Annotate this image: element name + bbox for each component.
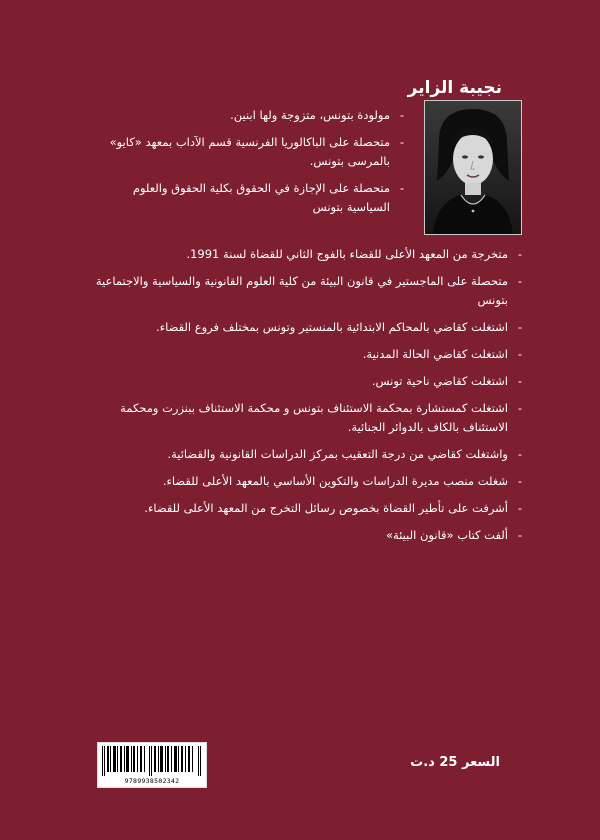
- barcode-digits: 9789938502342: [124, 777, 180, 785]
- bio-item-birth: - مولودة بتونس، متزوجة ولها ابنين.: [104, 106, 404, 125]
- author-career-list: [72, 245, 522, 553]
- career-item-masters: - متحصلة على الماجستير في قانون البيئة من كلية العلوم القانونية والسياسية والاجتماعية بتونس: [72, 272, 522, 310]
- career-item-graduation: - متخرجة من المعهد الأعلى للقضاء بالفوج الثاني للقضاة لسنة 1991.: [72, 245, 522, 264]
- author-name: نجيبة الزاير: [407, 78, 502, 98]
- career-item-book: - ألفت كتاب «قانون البيئة»: [72, 526, 522, 545]
- career-item-appeals-counselor: - اشتغلت كمستشارة بمحكمة الاستئناف بتونس و محكمة الاستئناف ببنزرت ومحكمة الاستئناف بالكاف بالدوائر الجنائية.: [72, 399, 522, 437]
- author-bio-list: [104, 106, 404, 225]
- career-item-first-instance-judge: - اشتغلت كقاضي بالمحاكم الابتدائية بالمنستير وتونس بمختلف فروع القضاء.: [72, 318, 522, 337]
- author-photo: [424, 100, 522, 235]
- price-label: السعر 25 د.ت: [410, 755, 500, 770]
- career-item-supervision: - أشرفت على تأطير القضاة بخصوص رسائل التخرج من المعهد الأعلى للقضاء.: [72, 499, 522, 518]
- career-item-cassation-judge: - واشتغلت كقاضي من درجة التعقيب بمركز الدراسات القانونية والقضائية.: [72, 445, 522, 464]
- bio-item-baccalaureate: - متحصلة على الباكالوريا الفرنسية قسم الآداب بمعهد «كايو» بالمرسى بتونس.: [104, 133, 404, 171]
- bio-item-license: - متحصلة على الإجازة في الحقوق بكلية الحقوق والعلوم السياسية بتونس: [104, 179, 404, 217]
- barcode-icon: [102, 746, 202, 776]
- career-item-district-judge: - اشتغلت كقاضي ناحية تونس.: [72, 372, 522, 391]
- author-portrait-icon: [425, 101, 521, 234]
- career-item-civil-status-judge: - اشتغلت كقاضي الحالة المدنية.: [72, 345, 522, 364]
- barcode: [97, 742, 207, 788]
- career-item-studies-director: - شغلت منصب مديرة الدراسات والتكوين الأساسي بالمعهد الأعلى للقضاء.: [72, 472, 522, 491]
